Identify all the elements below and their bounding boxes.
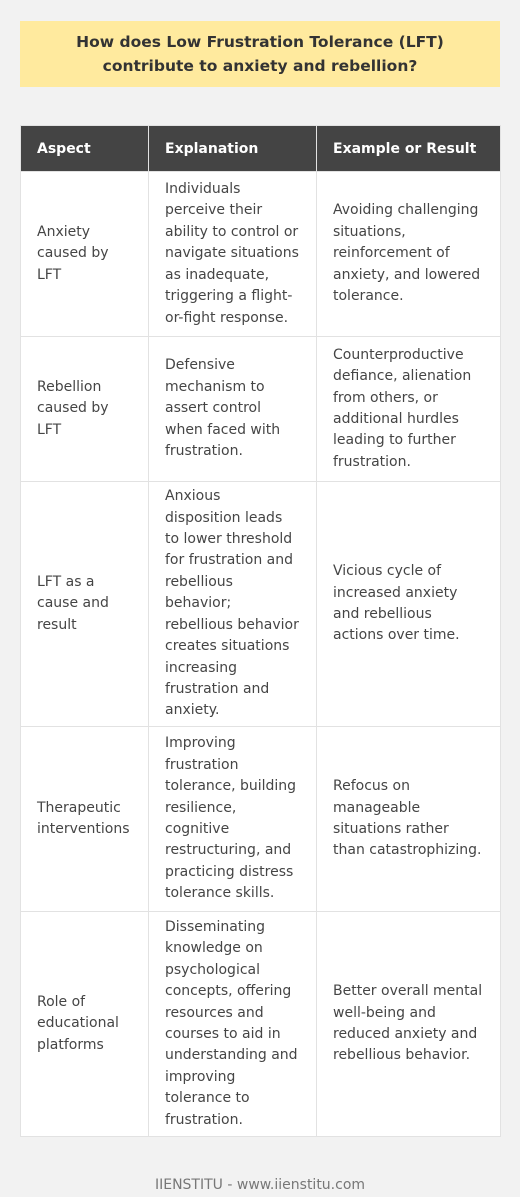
page-title-text: How does Low Frustration Tolerance (LFT) contribute to anxiety and rebellion?	[76, 33, 444, 75]
table-header-row	[21, 126, 501, 172]
table-row	[21, 912, 501, 1137]
result-cell: Avoiding challenging situations, reinforcement of anxiety, and lowered tolerance.	[317, 172, 501, 337]
column-header-explanation: Explanation	[149, 126, 317, 172]
column-header-aspect: Aspect	[21, 126, 149, 172]
explanation-cell: Anxious disposition leads to lower threshold for frustration and rebellious behavior; rebellious behavior creates situations increasing frustration and anxiety.	[149, 482, 317, 727]
result-cell: Better overall mental well-being and reduced anxiety and rebellious behavior.	[317, 912, 501, 1137]
aspect-cell: LFT as a cause and result	[21, 482, 149, 727]
column-header-result: Example or Result	[317, 126, 501, 172]
aspect-cell: Therapeutic interventions	[21, 727, 149, 912]
info-table	[20, 125, 501, 1137]
aspect-cell: Rebellion caused by LFT	[21, 337, 149, 482]
aspect-cell: Role of educational platforms	[21, 912, 149, 1137]
page-title	[20, 21, 500, 87]
table-row	[21, 727, 501, 912]
explanation-cell: Defensive mechanism to assert control when faced with frustration.	[149, 337, 317, 482]
table-row	[21, 172, 501, 337]
footer-credit: IIENSTITU - www.iienstitu.com	[154, 1177, 366, 1193]
result-cell: Counterproductive defiance, alienation from others, or additional hurdles leading to further frustration.	[317, 337, 501, 482]
table-row	[21, 482, 501, 727]
aspect-cell: Anxiety caused by LFT	[21, 172, 149, 337]
explanation-cell: Improving frustration tolerance, building resilience, cognitive restructuring, and practicing distress tolerance skills.	[149, 727, 317, 912]
explanation-cell: Individuals perceive their ability to control or navigate situations as inadequate, triggering a flight-or-fight response.	[149, 172, 317, 337]
explanation-cell: Disseminating knowledge on psychological concepts, offering resources and courses to aid in understanding and improving tolerance to frustration.	[149, 912, 317, 1137]
result-cell: Vicious cycle of increased anxiety and rebellious actions over time.	[317, 482, 501, 727]
table-row	[21, 337, 501, 482]
result-cell: Refocus on manageable situations rather than catastrophizing.	[317, 727, 501, 912]
